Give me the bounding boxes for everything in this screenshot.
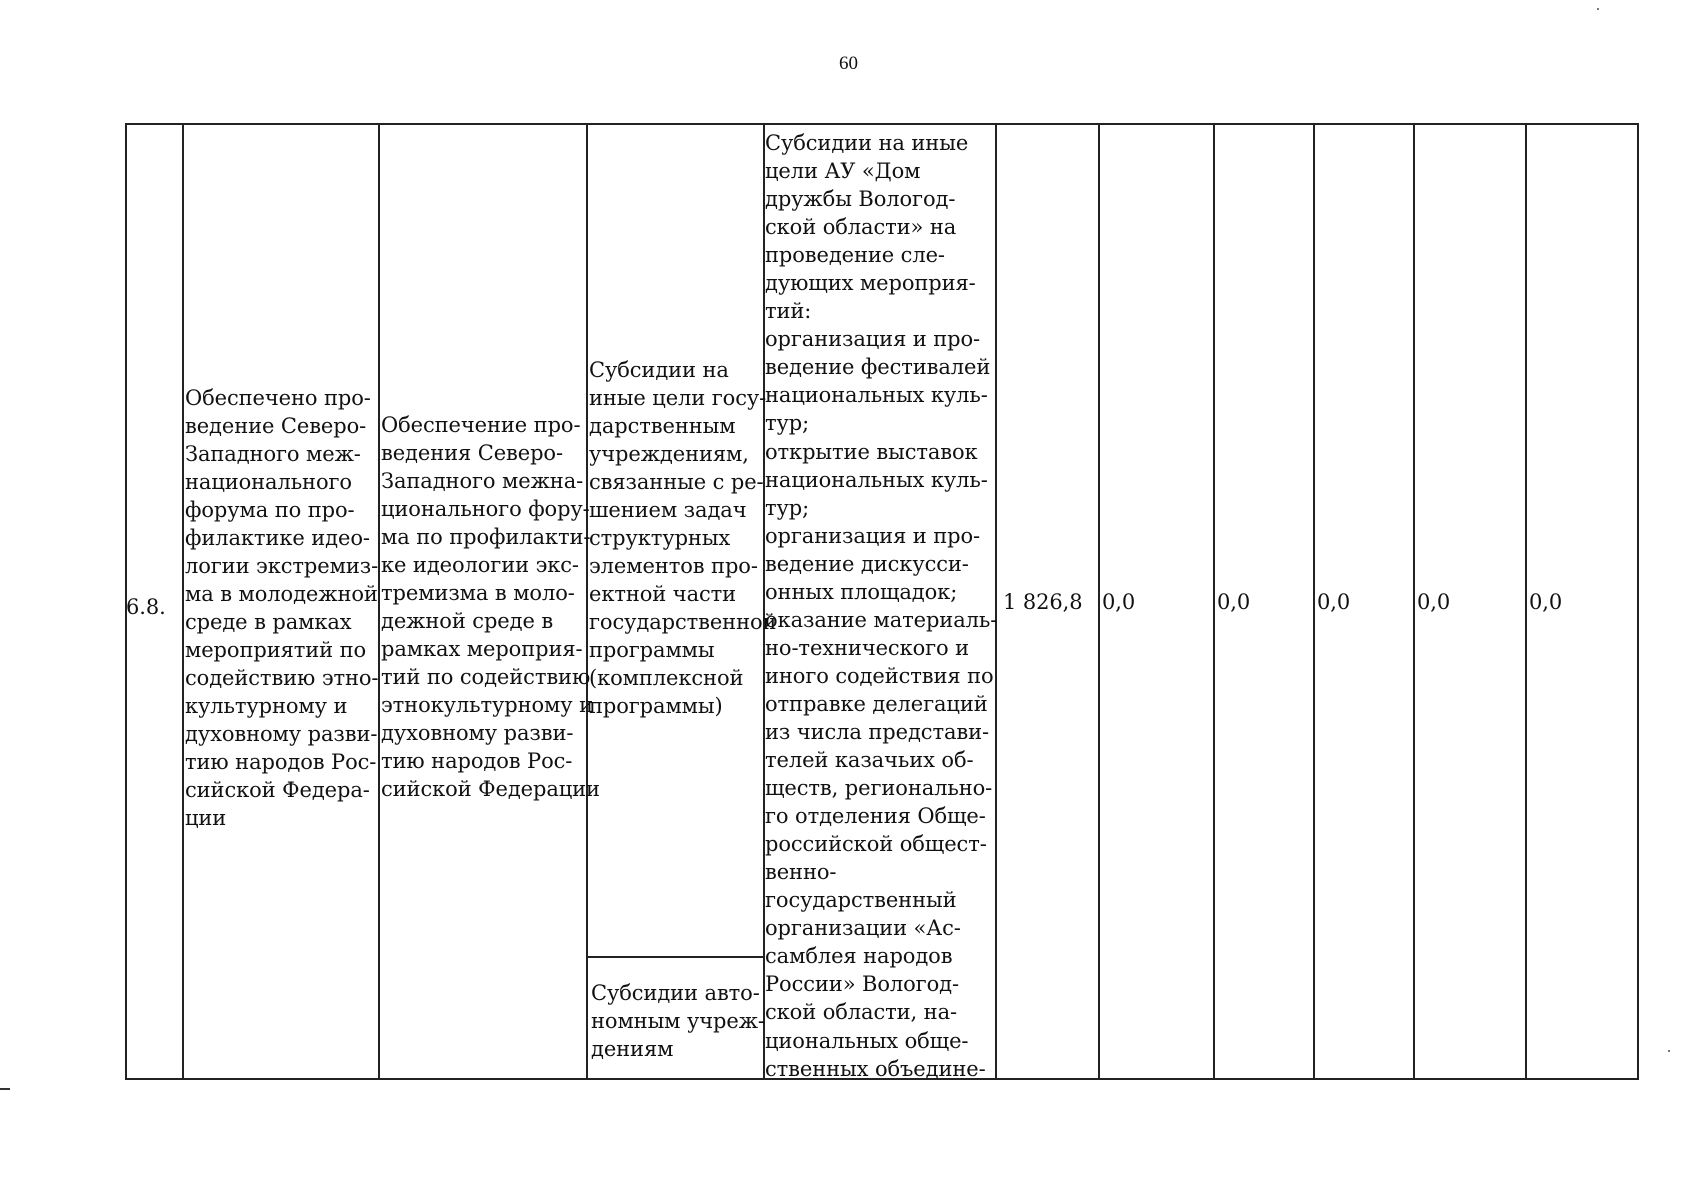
text-line: Субсидии авто-: [591, 981, 760, 1005]
column-divider: [182, 123, 184, 1080]
text-line: оказание материаль-: [765, 607, 998, 632]
text-line: России» Вологод-: [765, 972, 959, 997]
text-line: го отделения Обще-: [765, 804, 986, 829]
text-line: циональных обще-: [765, 1028, 969, 1053]
text-line: дружбы Вологод-: [765, 187, 956, 212]
text-line: содействию этно-: [185, 666, 379, 690]
text-line: ма в молодежной: [185, 582, 378, 606]
column-divider: [1313, 123, 1315, 1080]
text-line: проведение сле-: [765, 243, 945, 268]
text-line: культурному и: [185, 694, 348, 718]
text-line: структурных: [589, 526, 731, 550]
table-top-border: [125, 123, 1639, 125]
text-line: ственных объедине-: [765, 1056, 986, 1081]
text-line: отправке делегаций: [765, 691, 988, 716]
text-line: Субсидии на иные: [765, 131, 969, 155]
text-line: телей казачьих об-: [765, 748, 974, 773]
value-year-2: 0,0: [1217, 590, 1251, 614]
text-line: тур;: [765, 495, 810, 520]
column-divider: [1098, 123, 1100, 1080]
scan-speck: [1597, 8, 1599, 10]
text-line: дежной среде в: [381, 609, 554, 633]
text-line: национальных куль-: [765, 383, 988, 408]
text-line: венно-: [765, 860, 837, 885]
expense-type-subsidies-autonomous: [591, 979, 765, 1063]
text-line: ционального фору-: [381, 497, 590, 521]
text-line: открытие выставок: [765, 439, 978, 464]
expense-type-split: [586, 956, 765, 958]
text-line: тий по содействию: [381, 665, 591, 689]
expense-type-subsidies-other: [589, 356, 776, 720]
text-line: этнокультурному и: [381, 693, 593, 717]
text-line: учреждениям,: [589, 442, 749, 466]
text-line: государственной: [589, 610, 777, 634]
text-line: ции: [185, 806, 227, 830]
text-line: связанные с ре-: [589, 470, 764, 494]
text-line: программы): [589, 694, 723, 718]
text-line: дарственным: [589, 414, 736, 438]
value-year-3: 0,0: [1317, 590, 1351, 614]
text-line: Обеспечено про-: [185, 386, 371, 410]
text-line: онных площадок;: [765, 579, 958, 604]
text-line: ведения Северо-: [381, 441, 563, 465]
text-line: логии экстремиз-: [185, 554, 379, 578]
value-year-1: 0,0: [1102, 590, 1136, 614]
text-line: форума по про-: [185, 498, 355, 522]
text-line: тий:: [765, 299, 812, 324]
text-line: сийской Федера-: [185, 778, 370, 802]
text-line: Западного межна-: [381, 469, 584, 493]
text-line: ке идеологии экс-: [381, 553, 579, 577]
text-line: ведение дискусси-: [765, 551, 969, 576]
text-line: программы: [589, 638, 715, 662]
text-line: из числа представи-: [765, 719, 990, 744]
expense-description: [765, 129, 997, 1083]
text-line: тур;: [765, 411, 810, 436]
text-line: ской области, на-: [765, 1000, 957, 1025]
page-number: 60: [839, 53, 858, 74]
text-line: ской области» на: [765, 215, 957, 240]
column-divider: [1525, 123, 1527, 1080]
text-line: среде в рамках: [185, 610, 352, 634]
text-line: организации «Ас-: [765, 916, 961, 941]
budget-table: [125, 123, 1639, 1080]
text-line: филактике идео-: [185, 526, 370, 550]
text-line: ма по профилакти-: [381, 525, 591, 549]
text-line: дениям: [591, 1037, 674, 1061]
text-line: национальных куль-: [765, 467, 988, 492]
text-line: тремизма в моло-: [381, 581, 575, 605]
text-line: ектной части: [589, 582, 737, 606]
column-divider: [1413, 123, 1415, 1080]
text-line: иные цели госу-: [589, 386, 767, 410]
text-line: сийской Федерации: [381, 777, 600, 801]
text-line: рамках мероприя-: [381, 637, 583, 661]
measure-text: [381, 411, 600, 803]
text-line: номным учреж-: [591, 1009, 765, 1033]
text-line: цели АУ «Дом: [765, 159, 921, 184]
result-text: [185, 384, 378, 832]
text-line: национального: [185, 470, 352, 494]
text-line: тию народов Рос-: [185, 750, 377, 774]
value-year-5: 0,0: [1529, 590, 1563, 614]
text-line: Обеспечение про-: [381, 413, 581, 437]
text-line: но-технического и: [765, 635, 970, 660]
text-line: ществ, регионально-: [765, 776, 993, 801]
text-line: Западного меж-: [185, 442, 361, 466]
text-line: самблея народов: [765, 944, 953, 969]
text-line: (комплексной: [589, 666, 744, 690]
text-line: шением задач: [589, 498, 747, 522]
column-divider: [1637, 123, 1639, 1080]
text-line: тию народов Рос-: [381, 749, 573, 773]
column-divider: [1213, 123, 1215, 1080]
text-line: духовному разви-: [381, 721, 574, 745]
value-year-4: 0,0: [1417, 590, 1451, 614]
text-line: элементов про-: [589, 554, 758, 578]
text-line: государственный: [765, 888, 957, 913]
scan-speck: [1668, 1050, 1670, 1052]
text-line: ведение фестивалей: [765, 355, 991, 380]
text-line: Субсидии на: [589, 358, 729, 382]
text-line: ведение Северо-: [185, 414, 367, 438]
text-line: дующих мероприя-: [765, 271, 976, 296]
text-line: организация и про-: [765, 523, 981, 548]
row-number: 6.8.: [126, 595, 166, 619]
text-line: организация и про-: [765, 327, 981, 352]
scan-margin-mark: [0, 1088, 10, 1090]
text-line: мероприятий по: [185, 638, 367, 662]
text-line: иного содействия по: [765, 663, 994, 688]
text-line: российской общест-: [765, 832, 987, 857]
text-line: духовному разви-: [185, 722, 378, 746]
value-total: 1 826,8: [1003, 590, 1083, 614]
